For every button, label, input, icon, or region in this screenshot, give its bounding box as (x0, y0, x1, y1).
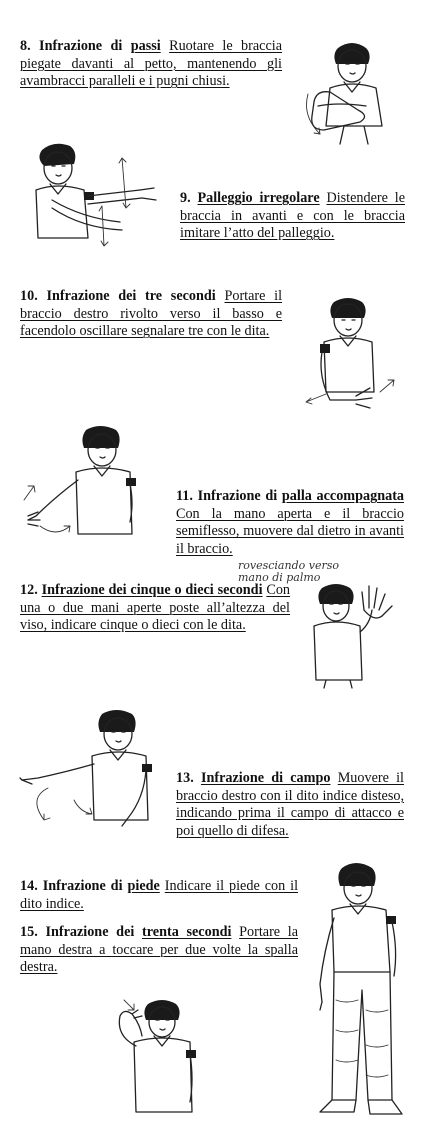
entry-body: Portare il braccio destro rivolto verso il basso e facendolo oscillare segnalare tre con le dita. (20, 288, 283, 340)
entry-body: Portare la mano destra a toccare per due volte la spalla destra. (20, 924, 299, 976)
referee-illegal-dribble-signal-figure-icon (22, 138, 172, 258)
referee-thirty-seconds-signal-figure-icon (96, 996, 222, 1120)
entry-number: 11. (176, 488, 193, 504)
entry-title: Infrazione dei (45, 924, 135, 940)
entry-title-keyword: Palleggio irregolare (197, 190, 320, 206)
entry-body: Distendere le braccia in avanti e con le braccia imitare l’atto del palleggio. (180, 190, 405, 242)
referee-travelling-signal-figure-icon (300, 40, 404, 146)
entry-body: Con la mano aperta e il braccio semiflesso, muovere dal dietro in avanti il braccio. (176, 505, 404, 557)
entry-number: 14. (20, 878, 38, 894)
figure-15 (96, 996, 222, 1120)
entry-title-keyword: piede (127, 878, 160, 894)
figure-11 (20, 424, 168, 542)
entry-title: Infrazione di (42, 878, 123, 894)
entry-number: 13. (176, 770, 194, 786)
entry-number: 12. (20, 582, 38, 598)
entry-14 (20, 878, 298, 913)
entry-11 (176, 488, 404, 558)
entry-body: Indicare il piede con il dito indice. (20, 878, 299, 912)
entry-body: Con una o due mani aperte poste all’altezza del viso, indicare cinque o dieci con le dita. (20, 582, 291, 634)
entry-title-keyword: Infrazione dei cinque o dieci secondi (41, 582, 263, 598)
entry-title: Infrazione di (197, 488, 278, 504)
figure-9 (22, 138, 172, 258)
entry-body: Muovere il braccio destro con il dito indice disteso, indicando prima il campo di attacco e poi quello di difesa. (176, 770, 405, 839)
entry-title: Infrazione di (39, 38, 123, 54)
entry-number: 15. (20, 924, 38, 940)
figure-10 (300, 296, 400, 418)
figure-14 (312, 860, 408, 1122)
handwritten-note-line: rovesciando verso (238, 559, 339, 572)
entry-title-keyword: palla accompagnata (281, 488, 405, 504)
figure-8 (300, 40, 404, 146)
entry-10 (20, 288, 282, 341)
entry-number: 9. (180, 190, 191, 206)
entry-13 (176, 770, 404, 840)
entry-title-keyword: passi (130, 38, 161, 54)
entry-9 (180, 190, 405, 243)
handwritten-note-line: mano di palmo (238, 571, 321, 584)
entry-title: Infrazione dei tre secondi (46, 288, 216, 304)
figure-13 (18, 708, 174, 832)
referee-three-seconds-signal-figure-icon (300, 296, 400, 418)
entry-number: 8. (20, 38, 31, 54)
entry-title-keyword: Infrazione di campo (200, 770, 331, 786)
referee-foot-violation-signal-figure-icon (312, 860, 408, 1122)
entry-15 (20, 924, 298, 977)
referee-backcourt-signal-figure-icon (18, 708, 174, 832)
referee-carrying-ball-signal-figure-icon (20, 424, 168, 542)
entry-number: 10. (20, 288, 38, 304)
entry-body: Ruotare le braccia piegate davanti al petto, mantenendo gli avambracci paralleli e i pugni chiusi. (20, 38, 283, 90)
entry-title-keyword: trenta secondi (142, 924, 232, 940)
referee-five-ten-seconds-signal-figure-icon (304, 580, 404, 690)
figure-12 (304, 580, 404, 690)
entry-12 (20, 582, 290, 635)
entry-8 (20, 38, 282, 91)
